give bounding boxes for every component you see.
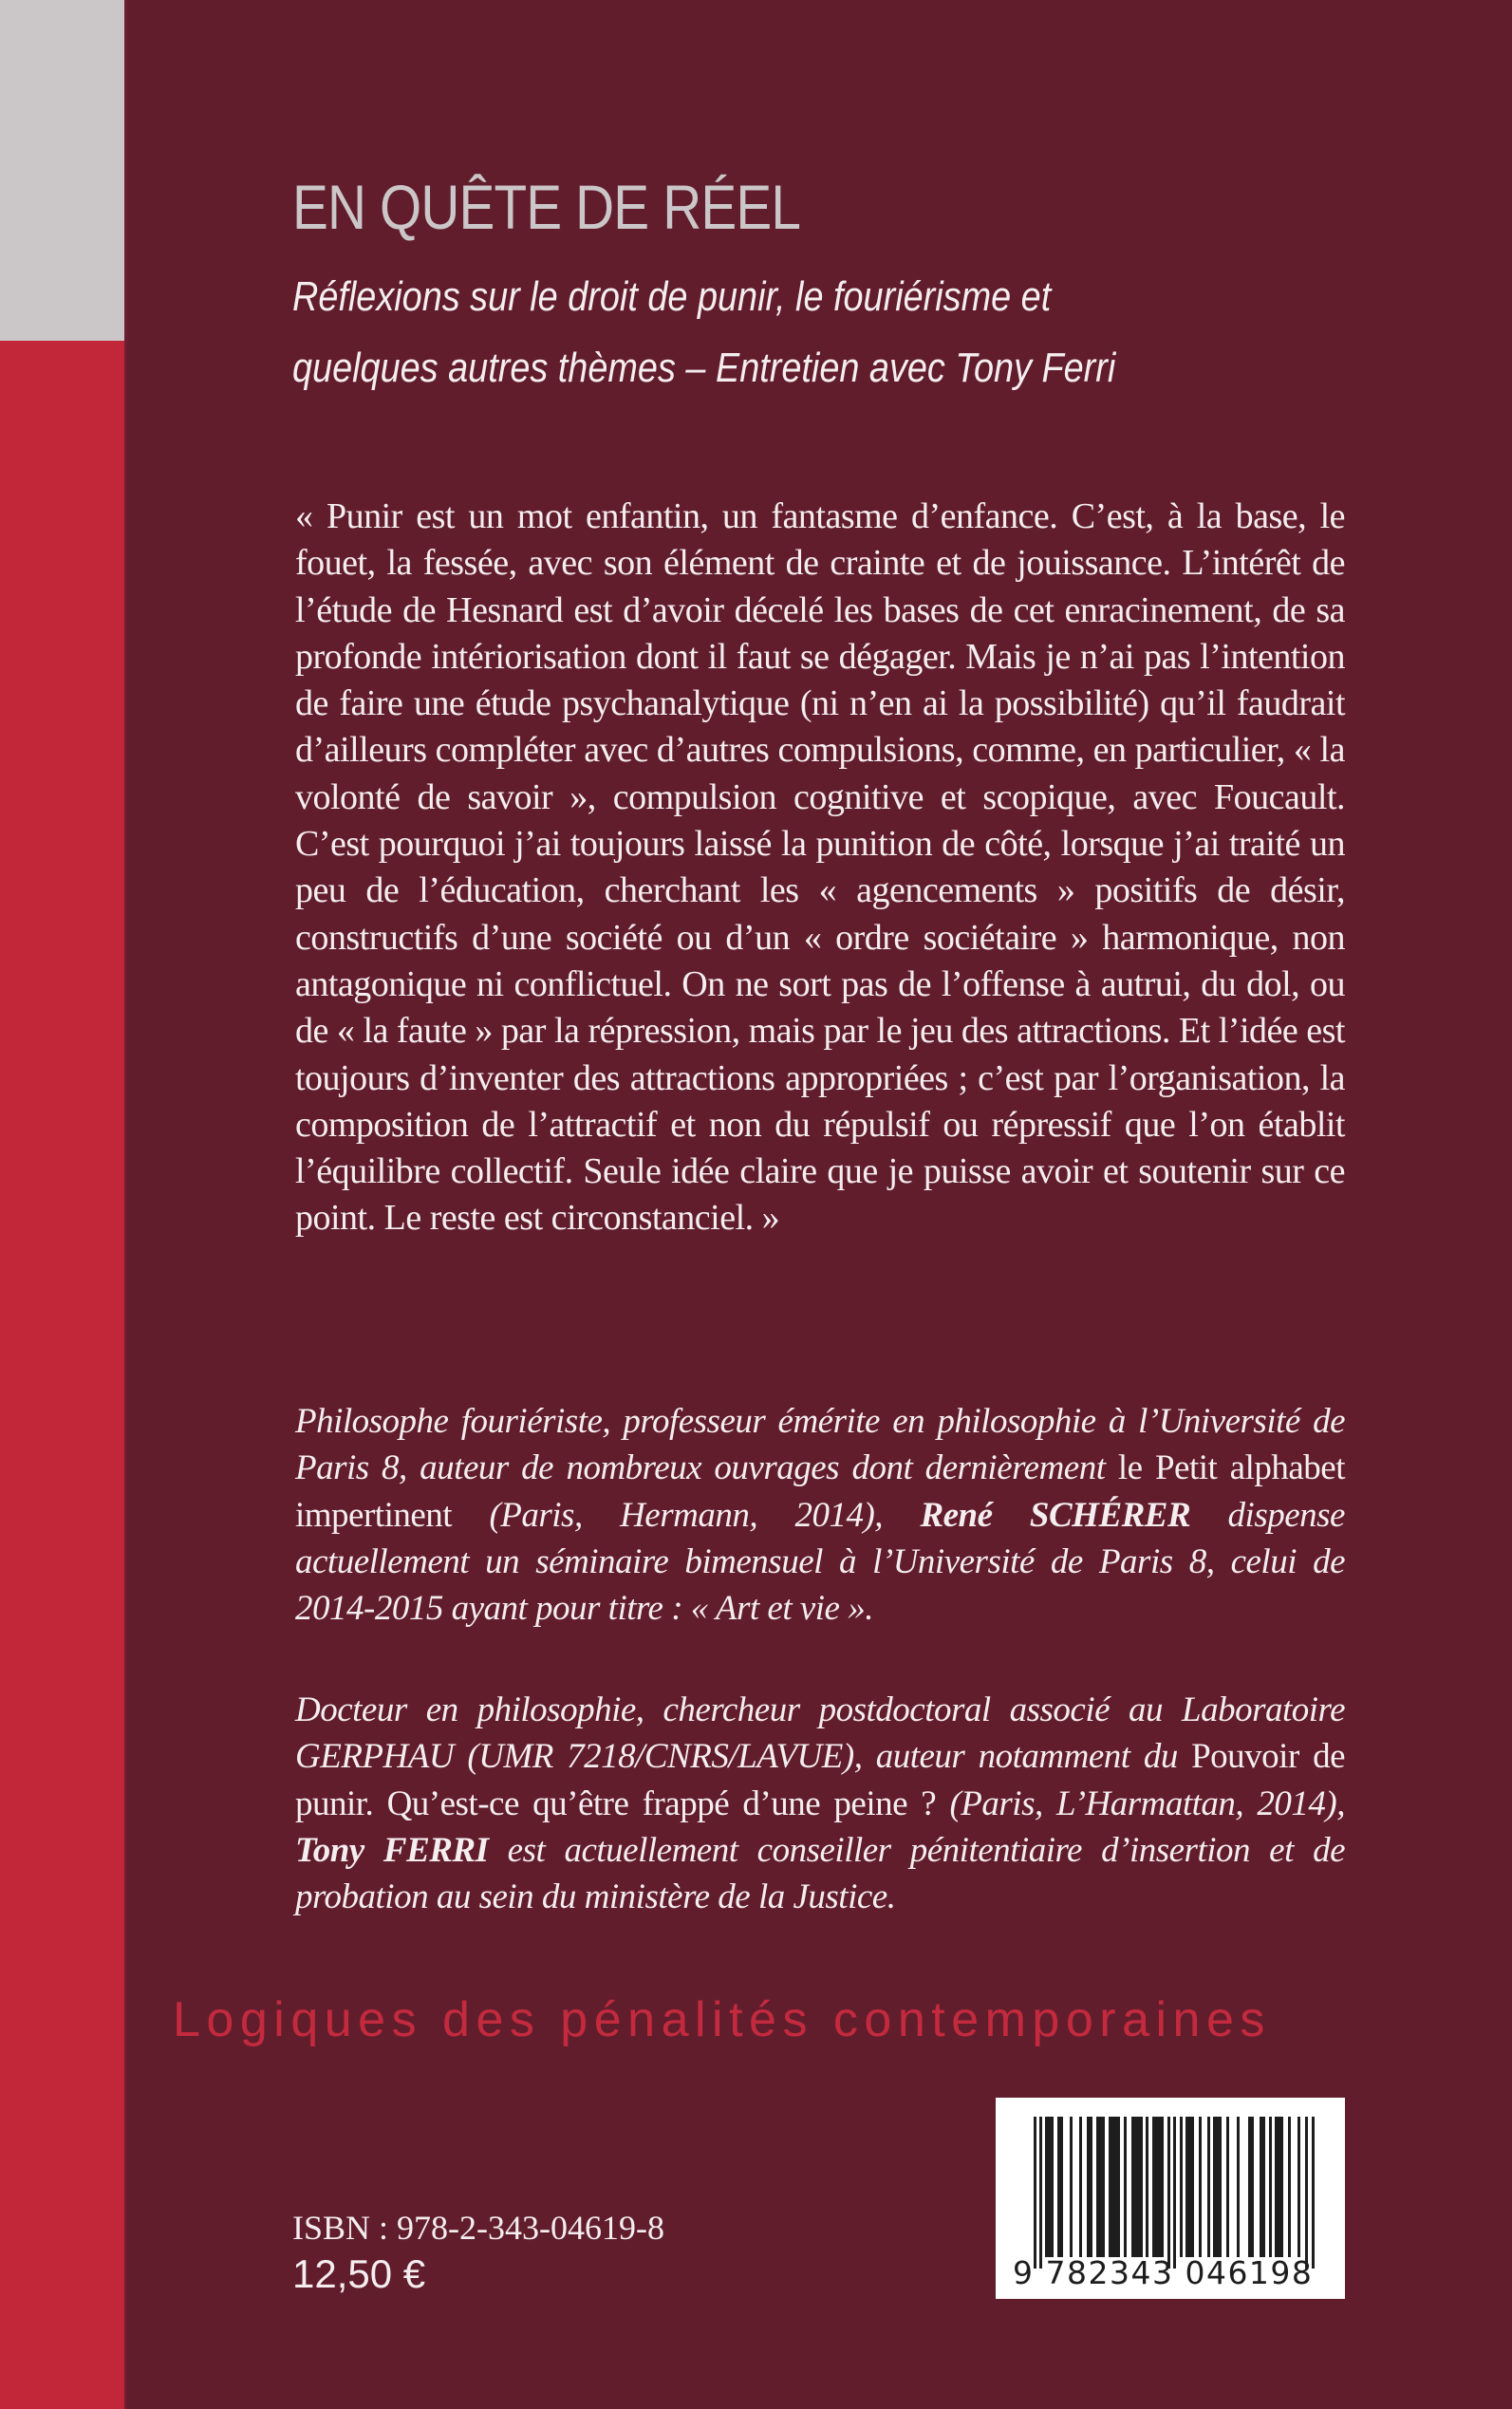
book-subtitle bbox=[292, 261, 1115, 403]
spine-red-band bbox=[0, 341, 124, 2409]
book-title: EN QUÊTE DE RÉEL bbox=[292, 172, 801, 242]
bio-text: (Paris, L’Harmattan, 2014), bbox=[936, 1783, 1345, 1823]
spine-grey-band bbox=[0, 0, 124, 341]
author-bio-ferri bbox=[295, 1687, 1345, 1920]
bio-text: est actuellement conseiller pénitentiaire d’insertion et de probation au sein du ministère de la Justice. bbox=[295, 1830, 1345, 1917]
barcode-bars-icon bbox=[1034, 2117, 1328, 2269]
back-cover-quote: « Punir est un mot enfantin, un fantasme d’enfance. C’est, à la base, le fouet, la fessée, avec son élément de crainte et de jouissance. L’intérêt de l’étude de Hesnard est d’avoir décelé les bases de cet enracinement, de sa profonde intériorisation dont il faut se dégager. Mais je n’ai pas l’intention de faire une étude psychanalytique (ni n’en ai la possibilité) qu’il faudrait d’ailleurs compléter avec d’autres compulsions, comme, en particulier, « la volonté de savoir », compulsion cognitive et scopique, avec Foucault. C’est pourquoi j’ai toujours laissé la punition de côté, lorsque j’ai traité un peu de l’éducation, cherchant les « agencements » positifs de désir, constructifs d’une société ou d’un « ordre sociétaire » harmonique, non antagonique ni conflictuel. On ne sort pas de l’offense à autrui, du dol, ou de « la faute » par la répression, mais par le jeu des attractions. Et l’idée est toujours d’inventer des attractions appropriées ; c’est par l’organisation, la composition de l’attractif et non du répulsif ou répressif que l’on établit l’équilibre collectif. Seule idée claire que je puisse avoir et soutenir sur ce point. Le reste est circonstanciel. » bbox=[295, 496, 1345, 1239]
subtitle-line-2: quelques autres thèmes – Entretien avec Tony Ferri bbox=[292, 345, 1116, 391]
bio-text: Docteur en philosophie, chercheur postdoctoral associé au Laboratoire GERPHAU (UMR 7218/CNRS/LAVUE), auteur notamment du bbox=[295, 1690, 1345, 1777]
author-bio-scherer bbox=[295, 1398, 1345, 1632]
subtitle-line-1: Réflexions sur le droit de punir, le fouriérisme et bbox=[292, 273, 1052, 320]
book-reference: le Petit alphabet impertinent bbox=[295, 1448, 1345, 1535]
barcode bbox=[996, 2098, 1345, 2299]
series-name: Logiques des pénalités contemporaines bbox=[173, 1992, 1271, 2047]
isbn: ISBN : 978-2-343-04619-8 bbox=[292, 2209, 664, 2247]
bio-text: dispense actuellement un séminaire bimensuel à l’Université de Paris 8, celui de 2014-2015 ayant pour titre : « Art et vie ». bbox=[295, 1495, 1345, 1629]
barcode-number: 9 782343 046198 bbox=[1013, 2254, 1314, 2291]
spine-edge bbox=[124, 0, 127, 2409]
bio-text: Philosophe fouriériste, professeur émérite en philosophie à l’Université de Paris 8, auteur de nombreux ouvrages dont dernièrement bbox=[295, 1402, 1345, 1488]
author-name: Tony FERRI bbox=[295, 1830, 489, 1870]
book-reference: Pouvoir de punir. Qu’est-ce qu’être frappé d’une peine ? bbox=[295, 1737, 1345, 1823]
bio-text: (Paris, Hermann, 2014), bbox=[452, 1495, 921, 1535]
price: 12,50 € bbox=[292, 2251, 426, 2296]
author-name: René SCHÉRER bbox=[920, 1495, 1191, 1535]
